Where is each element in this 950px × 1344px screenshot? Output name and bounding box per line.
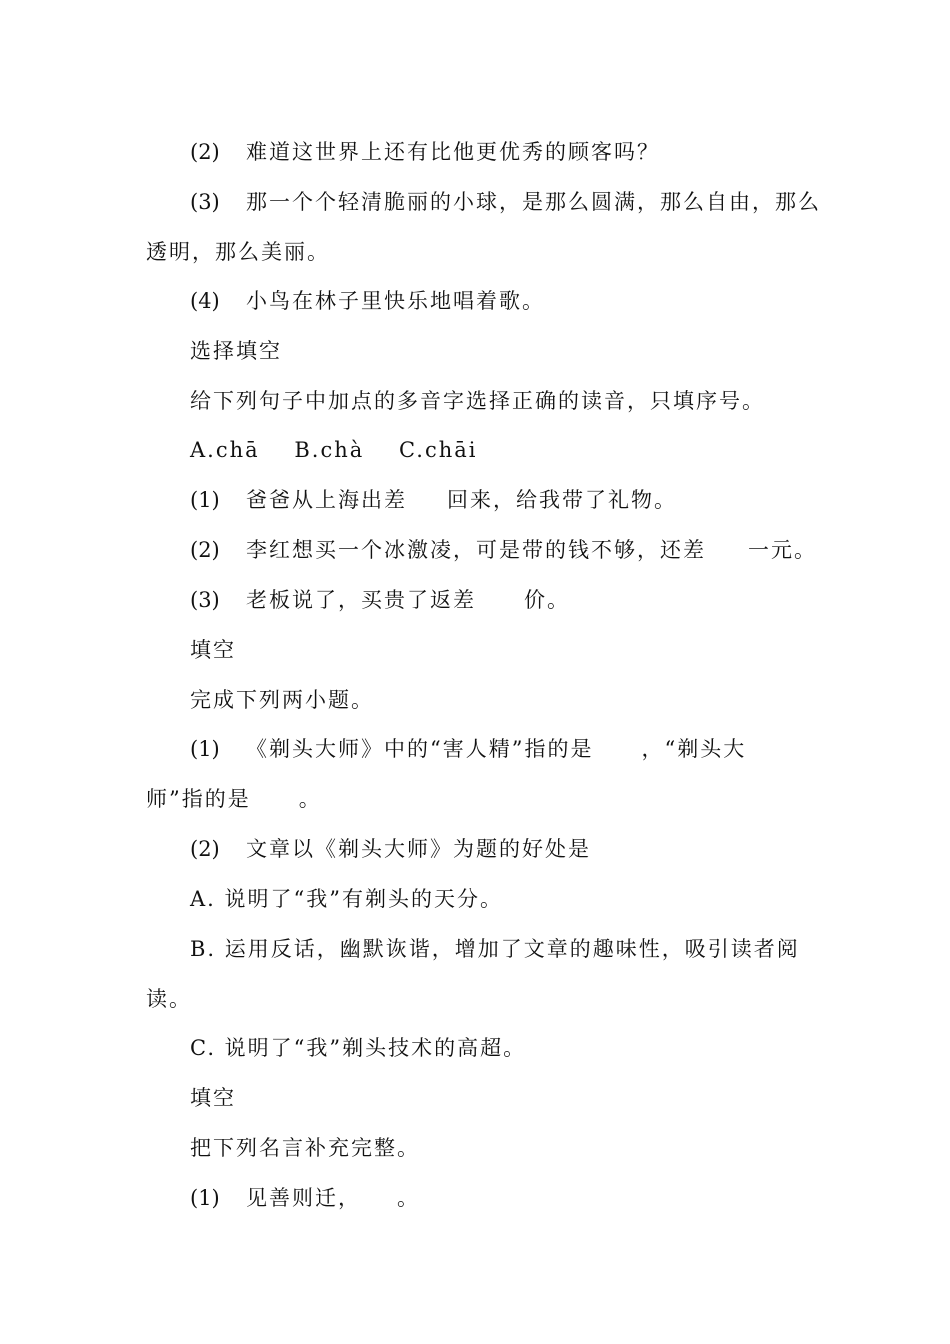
option-text: A. 说明了“我”有剃头的天分。 bbox=[190, 887, 503, 911]
item-number: (2) bbox=[190, 837, 220, 861]
option-text: C. 说明了“我”剃头技术的高超。 bbox=[190, 1036, 527, 1060]
instruction-line bbox=[0, 686, 950, 714]
item-number: (2) bbox=[190, 538, 220, 562]
line-text: 师”指的是 bbox=[146, 787, 251, 811]
pinyin-options bbox=[0, 436, 950, 464]
item-number: (1) bbox=[190, 1186, 220, 1210]
question-line bbox=[0, 287, 950, 315]
choice-option bbox=[0, 1034, 950, 1062]
item-number: (3) bbox=[190, 588, 220, 612]
line-text: 《剃头大师》中的“害人精”指的是 bbox=[246, 737, 594, 761]
question-line bbox=[0, 586, 950, 614]
section-heading bbox=[0, 636, 950, 664]
heading-text: 选择填空 bbox=[190, 339, 282, 363]
heading-text: 填空 bbox=[190, 1086, 236, 1110]
item-number: (1) bbox=[190, 488, 220, 512]
line-text-after: 回来，给我带了礼物。 bbox=[447, 488, 677, 512]
continuation-line bbox=[0, 238, 950, 266]
line-text: 见善则迁， bbox=[246, 1186, 361, 1210]
line-text-after: 一元。 bbox=[748, 538, 817, 562]
line-text: 难道这世界上还有比他更优秀的顾客吗？ bbox=[246, 140, 660, 164]
question-line bbox=[0, 188, 950, 216]
continuation-line bbox=[0, 985, 950, 1013]
instruction-line bbox=[0, 1134, 950, 1162]
option-text: B. 运用反话，幽默诙谐，增加了文章的趣味性，吸引读者阅 bbox=[190, 937, 800, 961]
line-text: 老板说了，买贵了返差 bbox=[246, 588, 476, 612]
line-text-after: 价。 bbox=[524, 588, 570, 612]
options-text: A.chā B.chà C.chāi bbox=[190, 438, 478, 462]
line-text-after: 。 bbox=[397, 1186, 420, 1210]
question-line bbox=[0, 735, 950, 763]
line-text: 把下列名言补充完整。 bbox=[190, 1136, 420, 1160]
item-number: (1) bbox=[190, 737, 220, 761]
question-line bbox=[0, 536, 950, 564]
line-text: 透明，那么美丽。 bbox=[146, 240, 330, 264]
instruction-line bbox=[0, 387, 950, 415]
item-number: (2) bbox=[190, 140, 220, 164]
continuation-line bbox=[0, 785, 950, 813]
heading-text: 填空 bbox=[190, 638, 236, 662]
section-heading bbox=[0, 1084, 950, 1112]
line-text: 读。 bbox=[146, 987, 192, 1011]
line-text: 文章以《剃头大师》为题的好处是 bbox=[246, 837, 591, 861]
line-text: 给下列句子中加点的多音字选择正确的读音，只填序号。 bbox=[190, 389, 765, 413]
item-number: (4) bbox=[190, 289, 220, 313]
question-line bbox=[0, 138, 950, 166]
line-text: 小鸟在林子里快乐地唱着歌。 bbox=[246, 289, 545, 313]
line-text: 爸爸从上海出差 bbox=[246, 488, 407, 512]
choice-option bbox=[0, 885, 950, 913]
item-number: (3) bbox=[190, 190, 220, 214]
choice-option bbox=[0, 935, 950, 963]
line-text: 李红想买一个冰激凌，可是带的钱不够，还差 bbox=[246, 538, 706, 562]
line-text-after: ，“剃头大 bbox=[641, 737, 747, 761]
line-text-after: 。 bbox=[298, 787, 322, 811]
question-line bbox=[0, 486, 950, 514]
line-text: 完成下列两小题。 bbox=[190, 688, 374, 712]
section-heading bbox=[0, 337, 950, 365]
question-line bbox=[0, 1184, 950, 1212]
question-line bbox=[0, 835, 950, 863]
line-text: 那一个个轻清脆丽的小球，是那么圆满，那么自由，那么 bbox=[246, 190, 821, 214]
